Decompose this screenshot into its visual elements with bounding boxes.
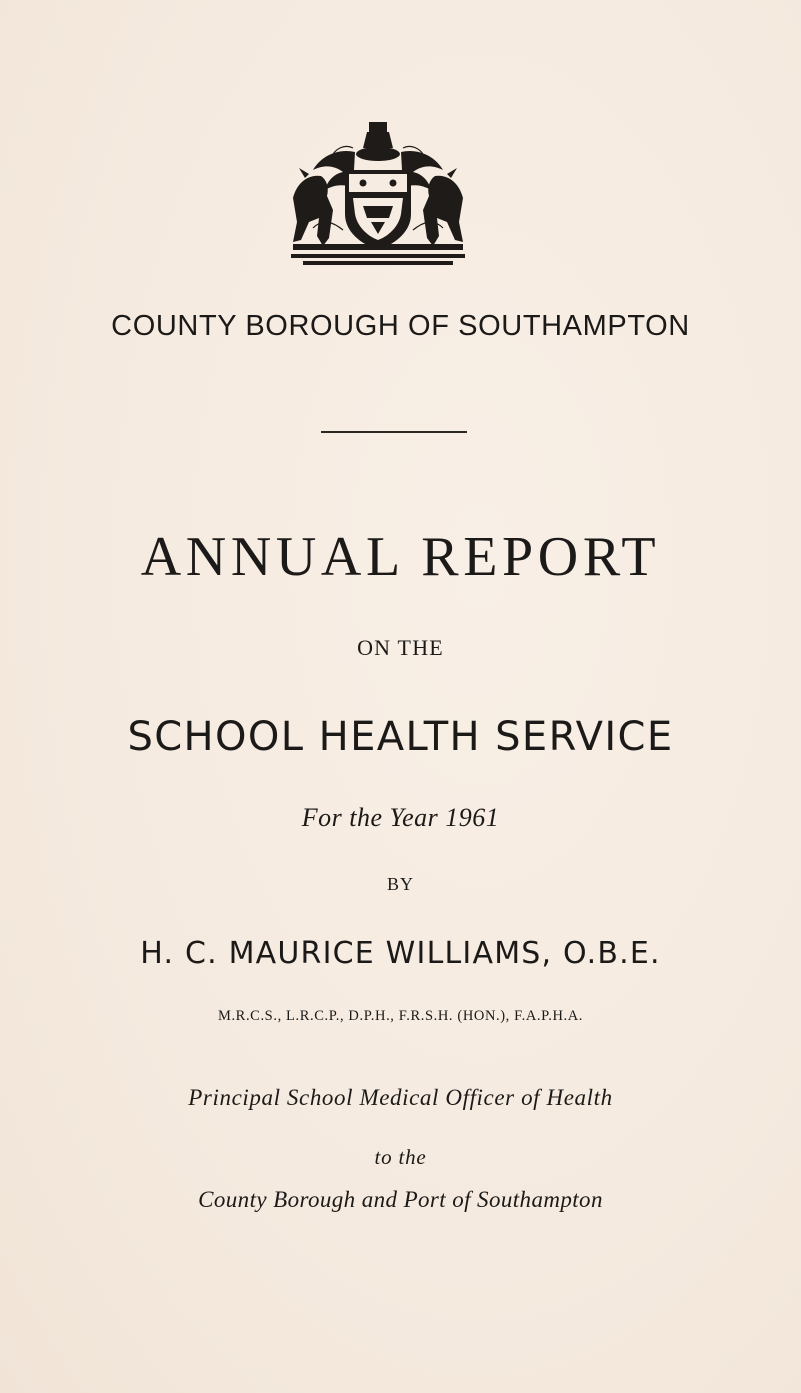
report-year: For the Year 1961 — [301, 803, 500, 832]
divider-rule — [321, 431, 467, 433]
county-name: COUNTY BOROUGH OF SOUTHAMPTON — [111, 310, 690, 342]
author-role: Principal School Medical Officer of Health — [188, 1085, 613, 1110]
on-the-label: ON THE — [357, 635, 444, 660]
service-title: SCHOOL HEALTH SERVICE — [127, 714, 674, 760]
author-name: H. C. MAURICE WILLIAMS, O.B.E. — [140, 936, 661, 971]
report-title: ANNUAL REPORT — [140, 526, 661, 588]
coat-of-arms-icon — [283, 118, 473, 266]
to-the-label: to the — [374, 1145, 427, 1169]
borough-name: County Borough and Port of Southampton — [198, 1187, 603, 1212]
by-label: BY — [386, 874, 414, 894]
author-qualifications: M.R.C.S., L.R.C.P., D.P.H., F.R.S.H. (HON.), F.A.P.H.A. — [217, 1008, 584, 1024]
